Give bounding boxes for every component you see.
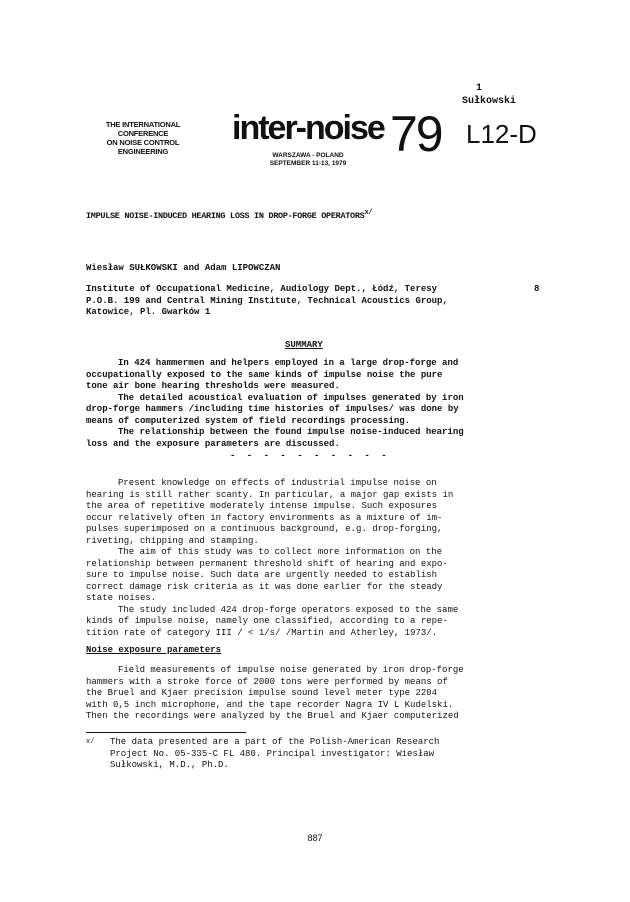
text-line: riveting, chipping and stamping. [86, 535, 259, 546]
section-heading: Noise exposure parameters [86, 645, 222, 655]
text-line: The detailed acoustical evaluation of impulses generated by iron [118, 392, 464, 403]
page-folio: 887 [307, 833, 323, 843]
separator: - - - - - - - - - - [230, 451, 390, 461]
text-line: state noises. [86, 593, 157, 603]
conference-logo: inter-noise [232, 109, 384, 147]
text-line: pulses superimposed on a continuous background, e.g. drop-forging, [86, 524, 443, 534]
footnote-line: Sułkowski, M.D., Ph.D. [110, 760, 229, 770]
conference-place [258, 152, 358, 168]
summary-heading: SUMMARY [285, 340, 323, 350]
text-line: The relationship between the found impulse noise-induced hearing [118, 427, 464, 437]
footnote-line: Project No. 05-335-C FL 480. Principal investigator: Wiesław [110, 748, 435, 759]
conference-year: 79 [390, 106, 442, 162]
conference-dates: SEPTEMBER 11-13, 1979 [269, 160, 347, 167]
text-line: tition rate of category III / < 1/s/ /Martin and Atherley, 1973/. [86, 627, 438, 638]
text-line: means of computerized system of field recordings processing. [86, 415, 411, 426]
text-line: The aim of this study was to collect more information on the [118, 547, 443, 557]
text-line: Then the recordings were analyzed by the Bruel and Kjaer computerized [86, 711, 459, 721]
introduction-text [86, 478, 546, 639]
summary-text [86, 358, 546, 450]
text-line: hearing is still rather scanty. In particular, a major gap exists in [86, 489, 454, 500]
text-line: the Bruel and Kjaer precision impulse sound level meter type 2204 [86, 688, 438, 698]
title-footnote-mark: x/ [364, 209, 373, 217]
text-line: with 0,5 inch microphone, and the tape recorder Nagra IV L Kudelski. [86, 699, 454, 710]
affiliation [86, 284, 546, 319]
footnote-mark: x/ [86, 738, 95, 746]
conference-name [88, 120, 198, 156]
text-line: Field measurements of impulse noise generated by iron drop-forge [118, 665, 464, 675]
conference-name-line: ON NOISE CONTROL [106, 138, 180, 147]
text-line: drop-forge hammers /including time histories of impulses/ was done by [86, 404, 459, 414]
page-author: Sułkowski [462, 96, 517, 107]
affiliation-line: Institute of Occupational Medicine, Audiology Dept., Łódź, Teresy [86, 284, 438, 294]
footnote-line: The data presented are a part of the Polish-American Research [110, 737, 440, 747]
text-line: loss and the exposure parameters are discussed. [86, 438, 340, 449]
text-line: tone air bone hearing thresholds were measured. [86, 381, 340, 391]
text-line: occur relatively often in factory environments as a mixture of im- [86, 512, 443, 523]
section-text [86, 665, 546, 723]
affiliation-line: Katowice, Pl. Gwarków 1 [86, 307, 211, 317]
text-line: correct damage risk criteria as it was done earlier for the steady [86, 581, 443, 592]
footnote-text [110, 737, 540, 772]
footnote-rule [86, 732, 246, 733]
text-line: occupationally exposed to the same kinds of impulse noise the pure [86, 369, 443, 380]
text-line: hammers with a stroke force of 2000 tons were performed by means of [86, 676, 448, 687]
page-reference [462, 82, 516, 108]
conference-name-line: CONFERENCE [117, 129, 169, 138]
paper-code: L12-D [466, 119, 537, 149]
text-line: Present knowledge on effects of industrial impulse noise on [118, 478, 437, 488]
conference-location: WARSZAWA - POLAND [272, 152, 344, 159]
affiliation-line: P.O.B. 199 and Central Mining Institute, Technical Acoustics Group, [86, 295, 448, 306]
page-number: 1 [476, 83, 483, 94]
text-line: the area of repetitive moderately intense impulse. Such exposures [86, 501, 438, 511]
conference-name-line: THE INTERNATIONAL [105, 120, 181, 129]
affiliation-number: 8 [534, 284, 540, 294]
conference-name-line: ENGINEERING [117, 147, 169, 156]
text-line: In 424 hammermen and helpers employed in a large drop-forge and [118, 358, 459, 368]
paper-title-text: IMPULSE NOISE-INDUCED HEARING LOSS IN DROP-FORGE OPERATORS [86, 210, 365, 221]
authors: Wiesław SUŁKOWSKI and Adam LIPOWCZAN [86, 263, 281, 273]
text-line: relationship between permanent threshold shift of hearing and expo- [86, 558, 448, 569]
text-line: kinds of impulse noise, namely one classified, according to a repe- [86, 616, 448, 626]
paper-title [86, 208, 372, 222]
text-line: The study included 424 drop-forge operators exposed to the same [118, 604, 459, 615]
text-line: sure to impulse noise. Such data are urgently needed to establish [86, 570, 438, 580]
